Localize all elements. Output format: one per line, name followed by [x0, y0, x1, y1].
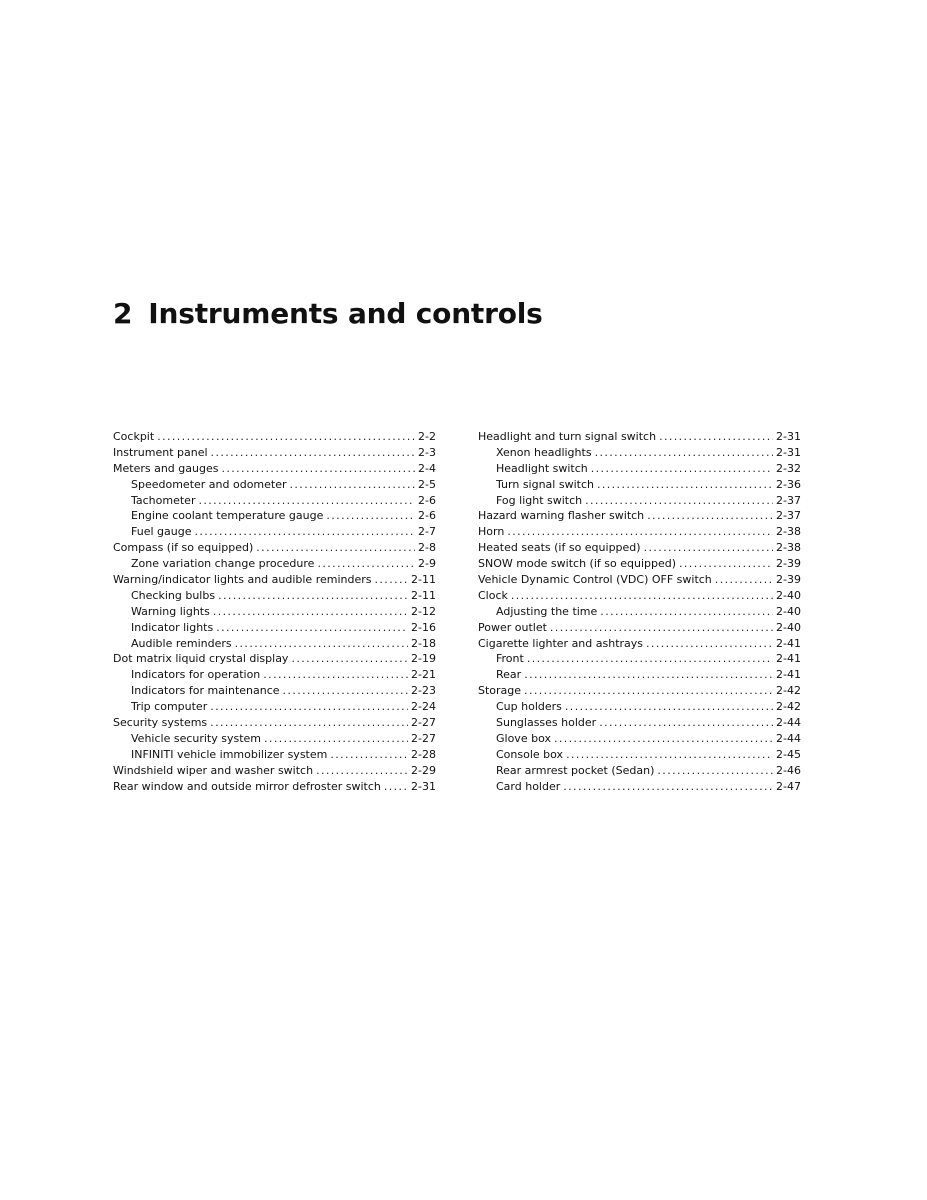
toc-right-column	[478, 429, 801, 794]
toc-subentry[interactable]	[113, 604, 436, 620]
dot-leader	[595, 445, 773, 461]
dot-leader	[507, 524, 773, 540]
toc-entry-title: Front	[496, 652, 524, 666]
toc-subentry[interactable]	[113, 699, 436, 715]
dot-leader	[550, 620, 773, 636]
toc-entry-page: 2-12	[411, 604, 436, 618]
toc-subentry[interactable]	[478, 477, 801, 493]
toc-subentry[interactable]	[113, 636, 436, 652]
dot-leader	[221, 461, 415, 477]
chapter-title-text: Instruments and controls	[148, 297, 543, 330]
toc-entry-title: Compass (if so equipped)	[113, 541, 254, 555]
dot-leader	[659, 429, 773, 445]
toc-entry-title: Horn	[478, 525, 505, 539]
toc-entry-title: Xenon headlights	[496, 445, 592, 459]
toc-entry-title: SNOW mode switch (if so equipped)	[478, 557, 677, 571]
toc-subentry[interactable]	[113, 747, 436, 763]
dot-leader	[679, 556, 773, 572]
toc-entry-page: 2-32	[776, 461, 801, 475]
toc-entry-page: 2-39	[776, 573, 801, 587]
toc-entry[interactable]	[113, 651, 436, 667]
dot-leader	[565, 699, 773, 715]
toc-entry-page: 2-46	[776, 763, 801, 777]
dot-leader	[157, 429, 415, 445]
toc-entry-title: Rear window and outside mirror defroster switch	[113, 779, 381, 793]
toc-entry-title: Indicators for maintenance	[131, 684, 280, 698]
toc-entry-page: 2-8	[418, 541, 436, 555]
toc-entry-title: Instrument panel	[113, 445, 208, 459]
toc-entry-page: 2-31	[411, 779, 436, 793]
toc-entry-page: 2-41	[776, 636, 801, 650]
toc-entry-page: 2-29	[411, 763, 436, 777]
toc-subentry[interactable]	[478, 763, 801, 779]
toc-entry[interactable]	[113, 572, 436, 588]
toc-entry[interactable]	[113, 779, 436, 795]
toc-subentry[interactable]	[113, 556, 436, 572]
toc-entry-title: Speedometer and odometer	[131, 477, 287, 491]
toc-entry[interactable]	[478, 540, 801, 556]
toc-entry-title: Power outlet	[478, 620, 547, 634]
toc-entry-page: 2-27	[411, 731, 436, 745]
toc-entry-title: Clock	[478, 588, 508, 602]
toc-entry[interactable]	[478, 620, 801, 636]
toc-entry-page: 2-42	[776, 684, 801, 698]
toc-subentry[interactable]	[478, 731, 801, 747]
toc-entry-page: 2-37	[776, 509, 801, 523]
dot-leader	[600, 604, 773, 620]
toc-entry-title: Trip computer	[131, 700, 208, 714]
toc-entry-page: 2-16	[411, 620, 436, 634]
toc-entry[interactable]	[478, 683, 801, 699]
toc-subentry[interactable]	[113, 588, 436, 604]
chapter-title	[113, 294, 543, 334]
dot-leader	[218, 588, 408, 604]
toc-entry-title: Vehicle Dynamic Control (VDC) OFF switch	[478, 573, 712, 587]
dot-leader	[291, 651, 408, 667]
toc-entry-page: 2-38	[776, 525, 801, 539]
toc-entry-page: 2-7	[418, 525, 436, 539]
toc-entry-page: 2-45	[776, 747, 801, 761]
toc-entry-title: Tachometer	[131, 493, 196, 507]
toc-entry-title: INFINITI vehicle immobilizer system	[131, 747, 328, 761]
dot-leader	[264, 731, 408, 747]
toc-subentry[interactable]	[478, 651, 801, 667]
toc-entry-page: 2-23	[411, 684, 436, 698]
toc-entry-page: 2-24	[411, 700, 436, 714]
toc-entry[interactable]	[478, 636, 801, 652]
toc-entry-title: Storage	[478, 684, 522, 698]
toc-entry-title: Warning lights	[131, 604, 210, 618]
toc-entry-page: 2-18	[411, 636, 436, 650]
toc-entry-title: Engine coolant temperature gauge	[131, 509, 324, 523]
toc-entry-page: 2-11	[411, 588, 436, 602]
toc-entry-page: 2-40	[776, 588, 801, 602]
toc-entry[interactable]	[113, 715, 436, 731]
toc-subentry[interactable]	[113, 683, 436, 699]
dot-leader	[326, 508, 415, 524]
toc-subentry[interactable]	[113, 477, 436, 493]
toc-entry-page: 2-36	[776, 477, 801, 491]
toc-entry-title: Indicators for operation	[131, 668, 261, 682]
dot-leader	[256, 540, 415, 556]
toc-subentry[interactable]	[478, 493, 801, 509]
toc-entry[interactable]	[478, 524, 801, 540]
toc-subentry[interactable]	[113, 508, 436, 524]
toc-entry-page: 2-19	[411, 652, 436, 666]
toc-entry-page: 2-4	[418, 461, 436, 475]
toc-entry-page: 2-31	[776, 445, 801, 459]
toc-entry-page: 2-21	[411, 668, 436, 682]
toc-entry[interactable]	[478, 429, 801, 445]
dot-leader	[194, 524, 415, 540]
toc-subentry[interactable]	[113, 493, 436, 509]
dot-leader	[563, 779, 773, 795]
toc-subentry[interactable]	[478, 604, 801, 620]
toc-entry-title: Audible reminders	[131, 636, 232, 650]
dot-leader	[213, 604, 408, 620]
toc-entry-page: 2-41	[776, 652, 801, 666]
toc-entry-title: Turn signal switch	[496, 477, 594, 491]
toc-entry[interactable]	[113, 445, 436, 461]
dot-leader	[317, 556, 415, 572]
toc-subentry[interactable]	[478, 445, 801, 461]
chapter-number: 2	[113, 297, 133, 330]
toc-entry-title: Hazard warning flasher switch	[478, 509, 645, 523]
toc-entry-title: Adjusting the time	[496, 604, 598, 618]
toc-entry-title: Headlight and turn signal switch	[478, 430, 657, 443]
toc-subentry[interactable]	[478, 779, 801, 795]
dot-leader	[591, 461, 773, 477]
dot-leader	[235, 636, 408, 652]
toc-entry-title: Heated seats (if so equipped)	[478, 541, 641, 555]
toc-entry-page: 2-9	[418, 557, 436, 571]
toc-subentry[interactable]	[113, 620, 436, 636]
toc-entry[interactable]	[113, 429, 436, 445]
toc-entry-page: 2-5	[418, 477, 436, 491]
toc-entry-page: 2-6	[418, 509, 436, 523]
dot-leader	[647, 508, 773, 524]
dot-leader	[566, 747, 773, 763]
toc-subentry[interactable]	[478, 715, 801, 731]
toc-subentry[interactable]	[478, 747, 801, 763]
toc-entry-title: Windshield wiper and washer switch	[113, 763, 314, 777]
toc-entry-page: 2-3	[418, 445, 436, 459]
toc-entry-title: Cigarette lighter and ashtrays	[478, 636, 644, 650]
dot-leader	[646, 636, 773, 652]
toc-entry-title: Sunglasses holder	[496, 716, 597, 730]
toc-entry-title: Dot matrix liquid crystal display	[113, 652, 289, 666]
dot-leader	[210, 699, 408, 715]
toc-entry-page: 2-28	[411, 747, 436, 761]
dot-leader	[657, 763, 773, 779]
dot-leader	[210, 715, 408, 731]
dot-leader	[283, 683, 409, 699]
dot-leader	[263, 667, 408, 683]
toc-entry-title: Fog light switch	[496, 493, 583, 507]
toc-entry-title: Warning/indicator lights and audible reminders	[113, 573, 372, 587]
toc-entry[interactable]	[113, 540, 436, 556]
toc-subentry[interactable]	[113, 731, 436, 747]
toc-entry-title: Indicator lights	[131, 620, 214, 634]
toc-entry-title: Zone variation change procedure	[131, 557, 315, 571]
dot-leader	[375, 572, 409, 588]
toc-entry-page: 2-42	[776, 700, 801, 714]
toc-entry-page: 2-6	[418, 493, 436, 507]
dot-leader	[290, 477, 416, 493]
toc-entry-page: 2-11	[411, 573, 436, 587]
toc-entry-page: 2-47	[776, 779, 801, 793]
toc-entry-title: Cup holders	[496, 700, 562, 714]
toc-entry[interactable]	[478, 572, 801, 588]
toc-entry-title: Cockpit	[113, 430, 155, 443]
toc-entry-page: 2-2	[418, 430, 436, 443]
dot-leader	[585, 493, 773, 509]
toc-entry-title: Checking bulbs	[131, 588, 216, 602]
toc-subentry[interactable]	[113, 524, 436, 540]
toc-entry-page: 2-31	[776, 430, 801, 443]
dot-leader	[211, 445, 415, 461]
dot-leader	[599, 715, 773, 731]
toc-entry-title: Fuel gauge	[131, 525, 192, 539]
dot-leader	[524, 667, 773, 683]
dot-leader	[554, 731, 773, 747]
toc-entry-title: Glove box	[496, 731, 551, 745]
toc-entry-title: Vehicle security system	[131, 731, 262, 745]
toc-entry-page: 2-44	[776, 731, 801, 745]
toc-entry-title: Rear	[496, 668, 522, 682]
dot-leader	[715, 572, 773, 588]
toc-subentry[interactable]	[113, 667, 436, 683]
toc-entry-page: 2-39	[776, 557, 801, 571]
toc-entry-page: 2-44	[776, 716, 801, 730]
dot-leader	[316, 763, 408, 779]
toc-entry-page: 2-41	[776, 668, 801, 682]
dot-leader	[644, 540, 773, 556]
toc-entry-title: Rear armrest pocket (Sedan)	[496, 763, 655, 777]
toc-subentry[interactable]	[478, 461, 801, 477]
toc-entry-title: Security systems	[113, 716, 208, 730]
toc-entry-page: 2-40	[776, 604, 801, 618]
toc-entry-title: Console box	[496, 747, 564, 761]
toc-entry[interactable]	[478, 556, 801, 572]
dot-leader	[330, 747, 408, 763]
toc-entry[interactable]	[478, 588, 801, 604]
toc-entry-title: Headlight switch	[496, 461, 588, 475]
toc-entry[interactable]	[113, 763, 436, 779]
toc-subentry[interactable]	[478, 699, 801, 715]
toc-entry-title: Card holder	[496, 779, 561, 793]
dot-leader	[511, 588, 773, 604]
dot-leader	[216, 620, 408, 636]
toc-entry[interactable]	[113, 461, 436, 477]
toc-entry-title: Meters and gauges	[113, 461, 219, 475]
dot-leader	[198, 493, 415, 509]
toc-entry-page: 2-37	[776, 493, 801, 507]
toc-left-column	[113, 429, 436, 794]
dot-leader	[527, 651, 773, 667]
toc-entry-page: 2-38	[776, 541, 801, 555]
toc-entry-page: 2-40	[776, 620, 801, 634]
toc-entry-page: 2-27	[411, 716, 436, 730]
toc-entry[interactable]	[478, 508, 801, 524]
toc-subentry[interactable]	[478, 667, 801, 683]
dot-leader	[597, 477, 773, 493]
dot-leader	[384, 779, 408, 795]
dot-leader	[524, 683, 773, 699]
